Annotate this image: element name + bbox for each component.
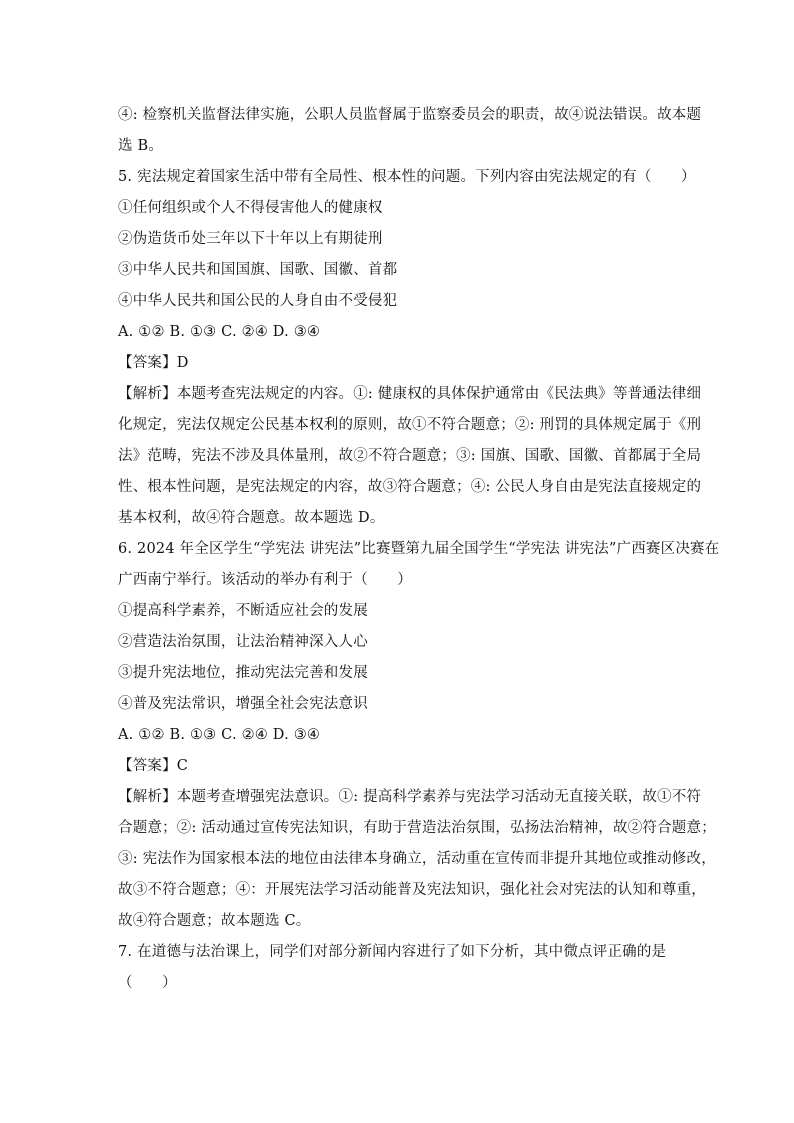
- question-6-stem: 6. 2024 年全区学生“学宪法 讲宪法”比赛暨第九届全国学生“学宪法 讲宪法”广西赛区决赛在: [118, 541, 720, 557]
- question-5-analysis: 性、根本性问题，是宪法规定的内容，故③符合题意；④: 公民人身自由是宪法直接规定的: [118, 479, 702, 495]
- question-5-analysis: 基本权利，故④符合题意。故本题选 D。: [118, 510, 385, 526]
- question-6-item-1: ①提高科学素养，不断适应社会的发展: [118, 603, 368, 619]
- text-line: ④: 检察机关监督法律实施，公职人员监督属于监察委员会的职责，故④说法错误。故本题: [118, 107, 702, 123]
- document-page: [118, 100, 720, 999]
- question-6-item-3: ③提升宪法地位，推动宪法完善和发展: [118, 665, 368, 681]
- question-5-analysis: 化规定，宪法仅规定公民基本权利的原则，故①不符合题意；②: 刑罚的具体规定属于《刑: [118, 417, 702, 433]
- question-6-analysis: 【解析】本题考查增强宪法意识。①: 提高科学素养与宪法学习活动无直接关联，故①不符: [118, 789, 702, 805]
- question-5-item-2: ②伪造货币处三年以下十年以上有期徒刑: [118, 231, 383, 247]
- question-5-item-1: ①任何组织或个人不得侵害他人的健康权: [118, 200, 383, 216]
- question-6-analysis: 故④符合题意；故本题选 C。: [118, 913, 311, 929]
- question-6-item-4: ④普及宪法常识，增强全社会宪法意识: [118, 696, 368, 712]
- question-5-options: A. ①② B. ①③ C. ②④ D. ③④: [118, 324, 321, 340]
- question-7-stem: 7. 在道德与法治课上，同学们对部分新闻内容进行了如下分析，其中微点评正确的是: [118, 944, 667, 960]
- question-5-answer: 【答案】D: [118, 355, 189, 371]
- question-5-analysis: 法》范畴，宪法不涉及具体量刑，故②不符合题意；③: 国旗、国歌、国徽、首都属于全局: [118, 448, 702, 464]
- question-6-item-2: ②营造法治氛围，让法治精神深入人心: [118, 634, 368, 650]
- question-5-analysis: 【解析】本题考查宪法规定的内容。①: 健康权的具体保护通常由《民法典》等普通法律细: [118, 386, 702, 402]
- question-5-item-3: ③中华人民共和国国旗、国歌、国徽、首都: [118, 262, 398, 278]
- question-5-stem: 5. 宪法规定着国家生活中带有全局性、根本性的问题。下列内容由宪法规定的有（ ）: [118, 169, 696, 185]
- question-6-answer: 【答案】C: [118, 758, 189, 774]
- question-5-item-4: ④中华人民共和国公民的人身自由不受侵犯: [118, 293, 398, 309]
- question-6-analysis: 故③不符合题意；④：开展宪法学习活动能普及宪法知识，强化社会对宪法的认知和尊重，: [118, 882, 706, 898]
- question-7-stem: （ ）: [118, 975, 177, 991]
- question-6-analysis: 合题意；②: 活动通过宣传宪法知识，有助于营造法治氛围，弘扬法治精神，故②符合题意；: [118, 820, 716, 836]
- question-6-analysis: ③: 宪法作为国家根本法的地位由法律本身确立，活动重在宣传而非提升其地位或推动修改，: [118, 851, 716, 867]
- text-line: 选 B。: [118, 138, 164, 154]
- question-6-stem: 广西南宁举行。该活动的举办有利于（ ）: [118, 572, 412, 588]
- question-6-options: A. ①② B. ①③ C. ②④ D. ③④: [118, 727, 321, 743]
